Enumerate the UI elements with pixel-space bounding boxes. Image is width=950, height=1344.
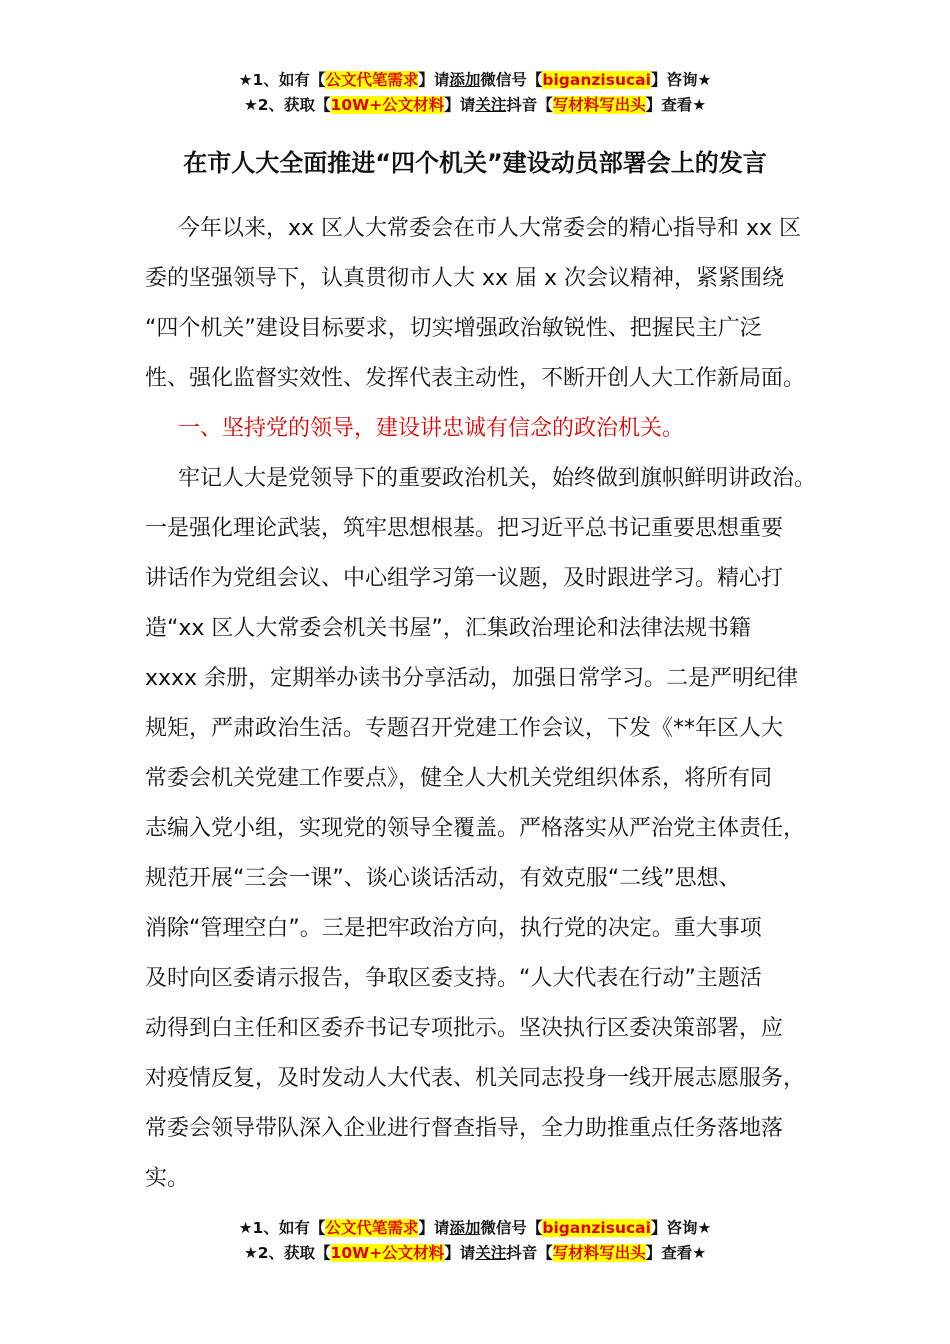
highlight-wechat-id: biganzisucai <box>542 71 651 89</box>
body-line: xxxx 余册，定期举办读书分享活动，加强日常学习。二是严明纪律 <box>145 666 799 691</box>
body-line: 性、强化监督实效性、发挥代表主动性，不断开创人大工作新局面。 <box>145 366 806 391</box>
highlight-douyin-id: 写材料写出头 <box>552 96 646 114</box>
body-line: 委的坚强领导下，认真贯彻市人大 xx 届 x 次会议精神，紧紧围绕 <box>145 266 785 291</box>
body-line: 常委会机关党建工作要点》，健全人大机关党组织体系，将所有同 <box>145 766 773 791</box>
highlight-materials: 10W+公文材料 <box>330 96 445 114</box>
document-body <box>145 204 820 1204</box>
promo-banner-bottom <box>0 1216 950 1266</box>
body-line: 造“xx 区人大常委会机关书屋”，汇集政治理论和法律法规书籍 <box>145 616 751 641</box>
body-line: “四个机关”建设目标要求，切实增强政治敏锐性、把握民主广泛 <box>145 316 762 341</box>
body-line: 一是强化理论武装，筑牢思想根基。把习近平总书记重要思想重要 <box>145 516 784 541</box>
section-heading: 一、坚持党的领导，建设讲忠诚有信念的政治机关。 <box>178 416 685 441</box>
body-line: 及时向区委请示报告，争取区委支持。“人大代表在行动”主题活 <box>145 966 762 991</box>
body-line: 对疫情反复，及时发动人大代表、机关同志投身一线开展志愿服务， <box>145 1066 806 1091</box>
body-line: 规范开展“三会一课”、谈心谈话活动，有效克服“二线”思想、 <box>145 866 741 891</box>
promo-line-1: ★1、如有【公文代笔需求】请添加微信号【biganzisucai】咨询★ <box>238 1219 712 1237</box>
body-line: 规矩，严肃政治生活。专题召开党建工作会议，下发《**年区人大 <box>145 716 784 741</box>
highlight-service: 公文代笔需求 <box>325 1219 419 1237</box>
promo-line-1: ★1、如有【公文代笔需求】请添加微信号【biganzisucai】咨询★ <box>238 71 712 89</box>
body-line: 牢记人大是党领导下的重要政治机关，始终做到旗帜鲜明讲政治。 <box>178 466 817 491</box>
highlight-douyin-id: 写材料写出头 <box>552 1244 646 1262</box>
highlight-wechat-id: biganzisucai <box>542 1219 651 1237</box>
body-line: 实。 <box>145 1166 190 1191</box>
body-line: 消除“管理空白”。三是把牢政治方向，执行党的决定。重大事项 <box>145 916 762 941</box>
body-line: 今年以来，xx 区人大常委会在市人大常委会的精心指导和 xx 区 <box>178 216 802 241</box>
highlight-service: 公文代笔需求 <box>325 71 419 89</box>
highlight-materials: 10W+公文材料 <box>330 1244 445 1262</box>
promo-line-2: ★2、获取【10W+公文材料】请关注抖音【写材料写出头】查看★ <box>243 1244 707 1262</box>
promo-banner-top <box>0 68 950 118</box>
body-line: 动得到白主任和区委乔书记专项批示。坚决执行区委决策部署，应 <box>145 1016 784 1041</box>
body-line: 常委会领导带队深入企业进行督查指导，全力助推重点任务落地落 <box>145 1116 784 1141</box>
body-line: 讲话作为党组会议、中心组学习第一议题，及时跟进学习。精心打 <box>145 566 784 591</box>
document-title: 在市人大全面推进“四个机关”建设动员部署会上的发言 <box>183 149 767 177</box>
promo-line-2: ★2、获取【10W+公文材料】请关注抖音【写材料写出头】查看★ <box>243 96 707 114</box>
body-line: 志编入党小组，实现党的领导全覆盖。严格落实从严治党主体责任， <box>145 816 806 841</box>
